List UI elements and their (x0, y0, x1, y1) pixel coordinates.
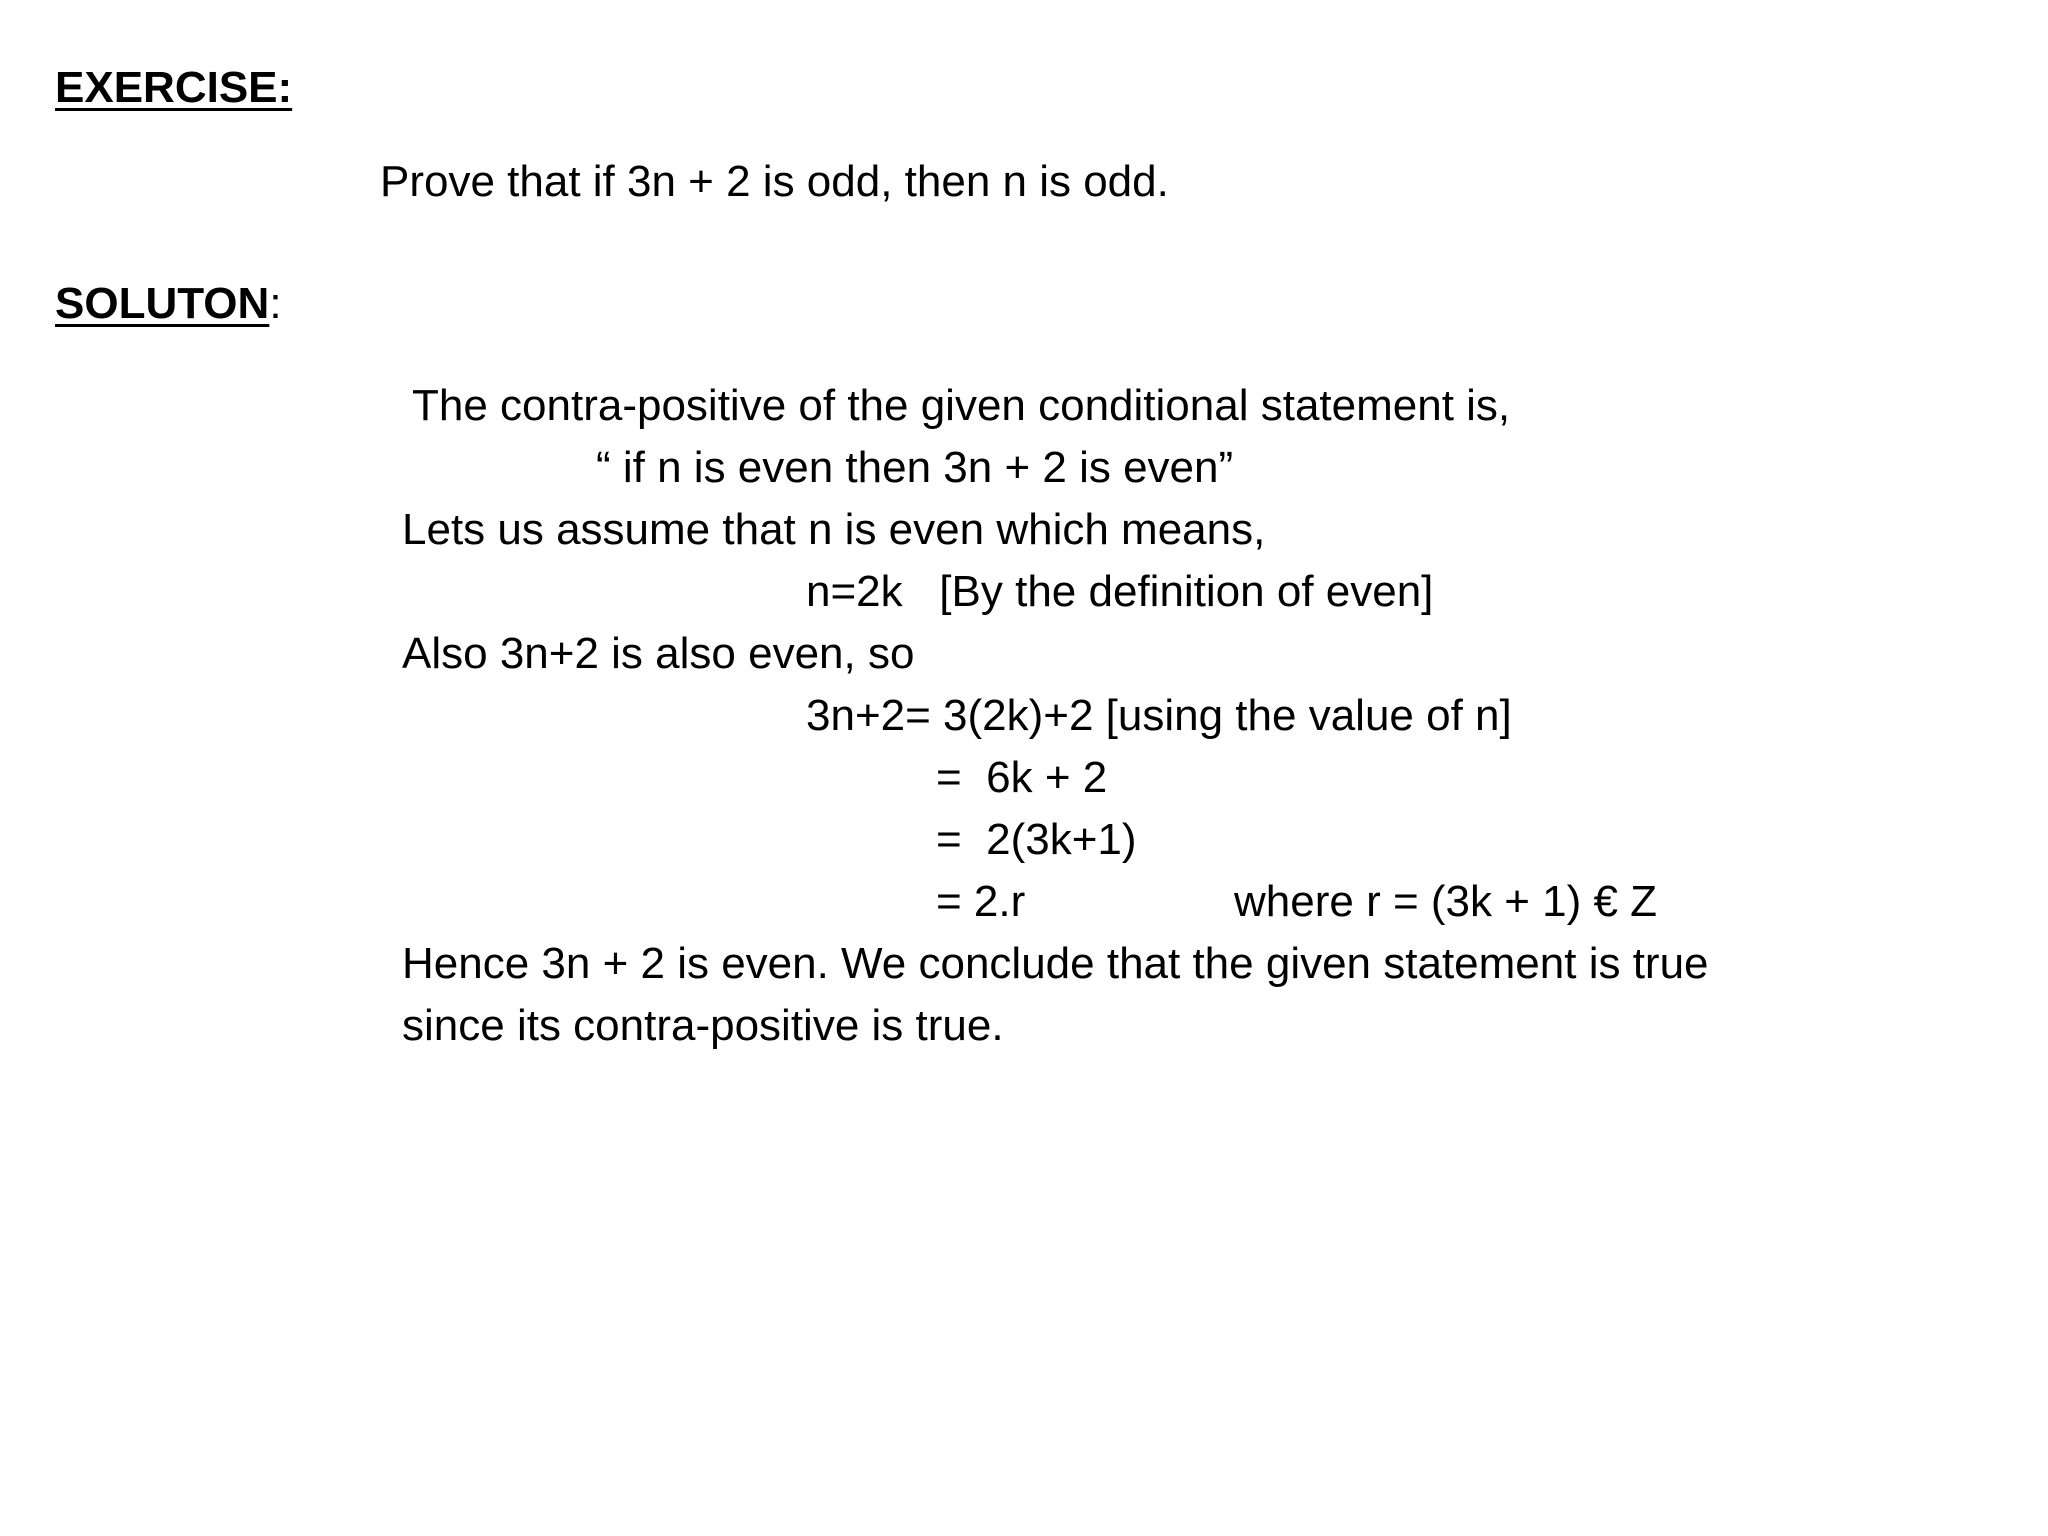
solution-heading-text: SOLUTON (55, 279, 270, 328)
solution-assume: Lets us assume that n is even which means, (402, 505, 1266, 554)
solution-n-definition: n=2k [By the definition of even] (806, 567, 1434, 616)
solution-intro: The contra-positive of the given conditional statement is, (412, 381, 1511, 430)
solution-step-4: = 2.r (936, 877, 1026, 926)
solution-where-clause: where r = (3k + 1) € Z (1234, 877, 1658, 926)
solution-contrapositive: “ if n is even then 3n + 2 is even” (596, 443, 1234, 492)
solution-conclusion-line-1: Hence 3n + 2 is even. We conclude that the given statement is true (402, 939, 1709, 988)
solution-step-3: = 2(3k+1) (936, 815, 1137, 864)
exercise-heading (55, 63, 293, 112)
solution-step-2: = 6k + 2 (936, 753, 1108, 802)
solution-also: Also 3n+2 is also even, so (402, 629, 915, 678)
solution-conclusion-line-2: since its contra-positive is true. (402, 1001, 1004, 1050)
exercise-statement: Prove that if 3n + 2 is odd, then n is odd. (380, 157, 1169, 206)
solution-heading-colon: : (269, 279, 282, 328)
exercise-heading-text: EXERCISE: (55, 63, 293, 112)
solution-step-1: 3n+2= 3(2k)+2 [using the value of n] (806, 691, 1512, 740)
solution-heading (55, 279, 282, 328)
